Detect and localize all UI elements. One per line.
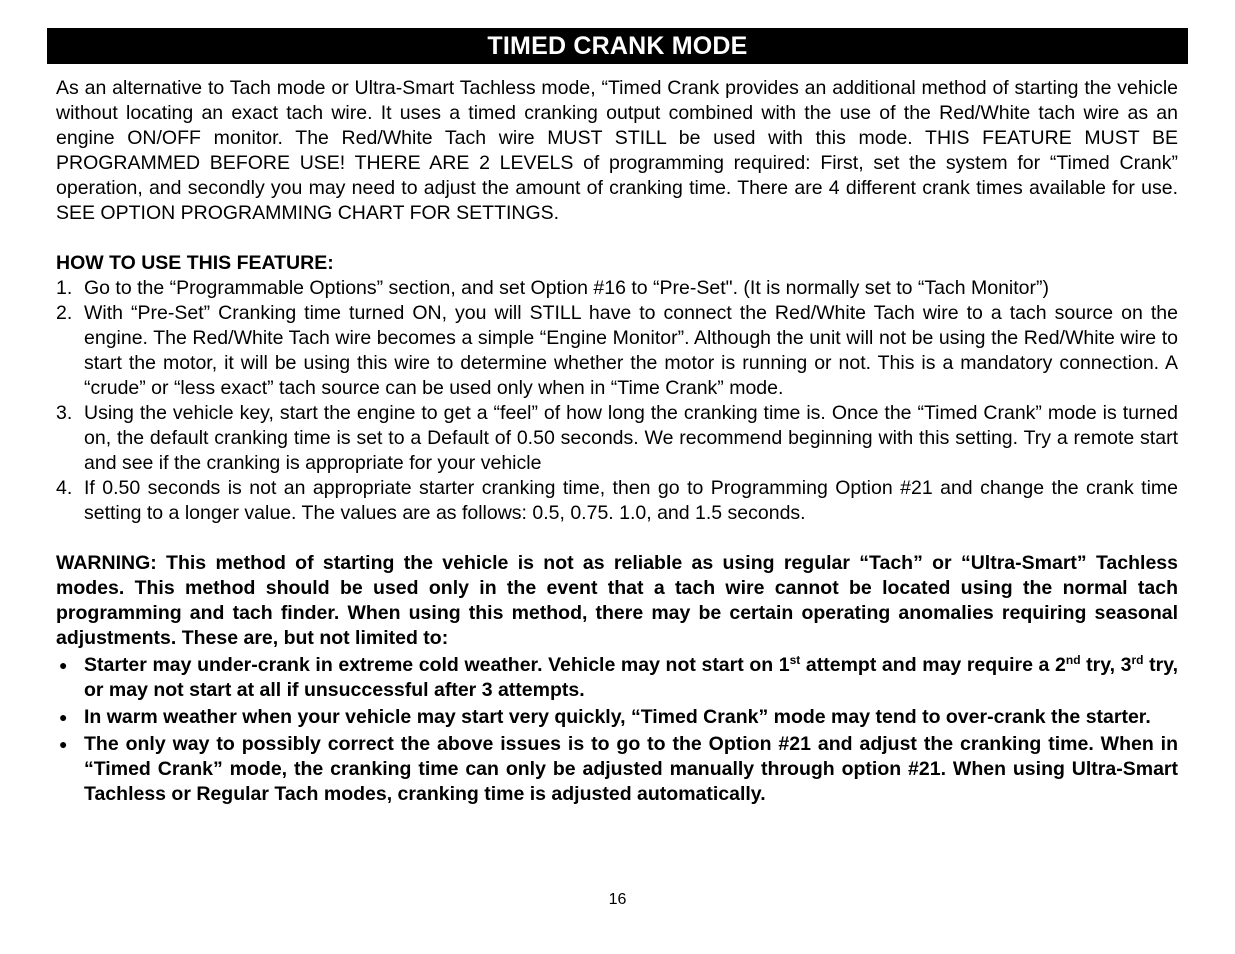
intro-paragraph: As an alternative to Tach mode or Ultra-Smart Tachless mode, “Timed Crank provides an additional method of starting the vehicle without locating an exact tach wire. It uses a timed cranking output combined with the use of the Red/White tach wire as an engine ON/OFF monitor. The Red/White Tach wire MUST STILL be used with this mode. THIS FEATURE MUST BE PROGRAMMED BEFORE USE! THERE ARE 2 LEVELS of programming required: First, set the system for “Timed Crank” operation, and secondly you may need to adjust the amount of cranking time. There are 4 different crank times available for use. SEE OPTION PROGRAMMING CHART FOR SETTINGS. xyxy=(56,77,1178,224)
step-number: 3. xyxy=(56,402,73,424)
list-item xyxy=(56,653,1178,703)
bullet-text: In warm weather when your vehicle may start very quickly, “Timed Crank” mode may tend to over-crank the starter. xyxy=(84,706,1151,728)
step-number: 1. xyxy=(56,277,73,299)
warning-paragraph: WARNING: This method of starting the vehicle is not as reliable as using regular “Tach” or “Ultra-Smart” Tachless modes. This method should be used only in the event that a tach wire cannot be located using the normal tach programming and tach finder. When using this method, there may be certain operating anomalies requiring seasonal adjustments. These are, but not limited to: xyxy=(56,552,1178,649)
list-item xyxy=(56,301,1178,401)
step-text: With “Pre-Set” Cranking time turned ON, you will STILL have to connect the Red/White Tach wire to a tach source on the engine. The Red/White Tach wire becomes a simple “Engine Monitor”. Although the unit will not be using the Red/White wire to start the motor, it will be using this wire to determine whether the motor is running or not. This is a mandatory connection. A “crude” or “less exact” tach source can be used only when in “Time Crank” mode. xyxy=(84,302,1178,399)
superscript: nd xyxy=(1065,653,1081,667)
bullet-text-part: try, 3 xyxy=(1080,654,1132,676)
bullet-icon: ● xyxy=(59,736,68,752)
bullet-icon: ● xyxy=(59,709,68,725)
list-item xyxy=(56,705,1178,730)
warning-bullets xyxy=(56,653,1178,807)
page-number: 16 xyxy=(608,891,627,908)
bullet-text-part: Starter may under-crank in extreme cold weather. Vehicle may not start on 1 xyxy=(84,654,790,676)
list-item xyxy=(56,476,1178,526)
step-number: 4. xyxy=(56,477,73,499)
superscript: st xyxy=(789,653,801,667)
bullet-text: The only way to possibly correct the above issues is to go to the Option #21 and adjust the cranking time. When in “Timed Crank” mode, the cranking time can only be adjusted manually through option #21. When using Ultra-Smart Tachless or Regular Tach modes, cranking time is adjusted automatically. xyxy=(84,733,1178,805)
superscript: rd xyxy=(1131,653,1144,667)
step-text: Go to the “Programmable Options” section, and set Option #16 to “Pre-Set". (It is normally set to “Tach Monitor”) xyxy=(84,277,1049,299)
step-text: If 0.50 seconds is not an appropriate starter cranking time, then go to Programming Option #21 and change the crank time setting to a longer value. The values are as follows: 0.5, 0.75. 1.0, and 1.5 seconds. xyxy=(84,477,1178,524)
bullet-icon: ● xyxy=(59,657,68,673)
bullet-text-part: attempt and may require a 2 xyxy=(800,654,1066,676)
how-to-heading: HOW TO USE THIS FEATURE: xyxy=(56,252,334,274)
step-number: 2. xyxy=(56,302,73,324)
list-item xyxy=(56,401,1178,476)
page-title: TIMED CRANK MODE xyxy=(47,28,1188,64)
list-item xyxy=(56,732,1178,807)
page-content xyxy=(56,76,1178,807)
list-item xyxy=(56,276,1178,301)
bullet-text-part: try, or may not start at all if unsuccessful after 3 attempts. xyxy=(84,654,1179,701)
steps-list xyxy=(56,276,1178,526)
step-text: Using the vehicle key, start the engine to get a “feel” of how long the cranking time is. Once the “Timed Crank” mode is turned on, the default cranking time is set to a Default of 0.50 seconds. We recommend beginning with this setting. Try a remote start and see if the cranking is appropriate for your vehicle xyxy=(84,402,1178,474)
